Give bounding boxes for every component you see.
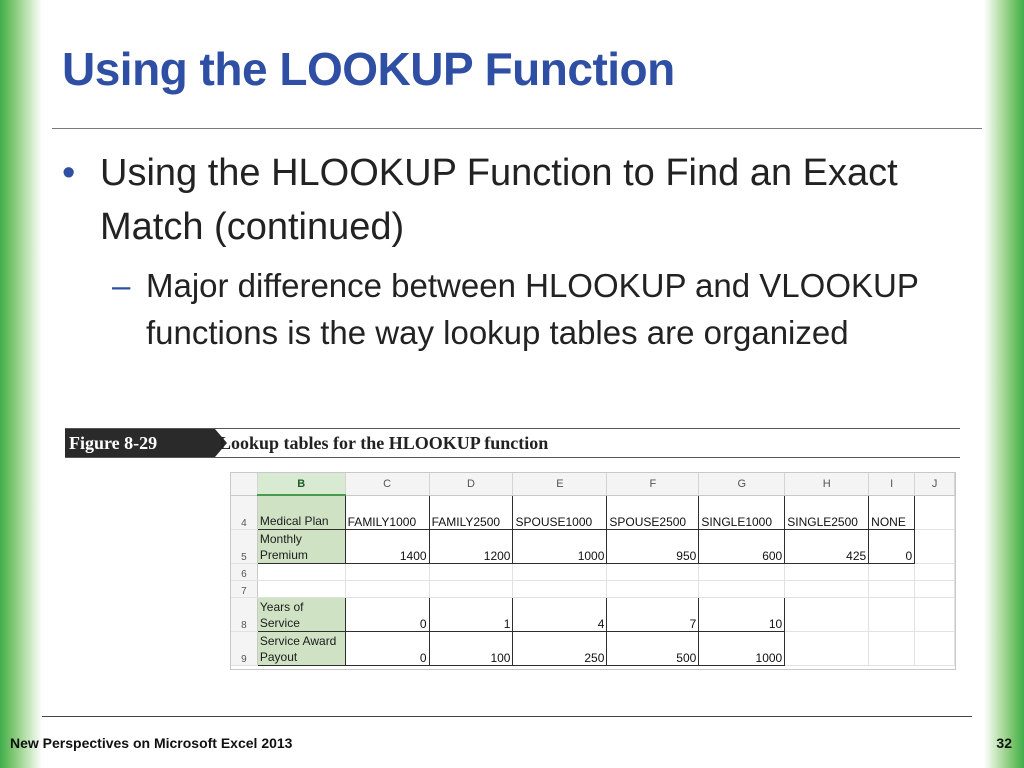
column-header: J [915, 473, 955, 495]
spreadsheet-image [230, 472, 956, 670]
figure-rule-bottom [65, 457, 960, 458]
column-header: I [869, 473, 915, 495]
row-number: 6 [231, 563, 257, 580]
table-row [231, 529, 955, 563]
empty-cell [869, 631, 915, 665]
table-row [231, 597, 955, 631]
footer-divider [42, 716, 972, 717]
data-cell: FAMILY1000 [345, 495, 429, 529]
data-cell: SINGLE1000 [699, 495, 785, 529]
row-label-cell: Service Award Payout [257, 631, 345, 665]
empty-cell [257, 563, 345, 580]
empty-cell [429, 563, 513, 580]
data-cell: 1400 [345, 529, 429, 563]
data-cell: 7 [607, 597, 699, 631]
data-cell: 425 [785, 529, 869, 563]
bullet-main-text: Using the HLOOKUP Function to Find an Exact Match (continued) [100, 152, 898, 248]
empty-cell [785, 631, 869, 665]
data-cell: 950 [607, 529, 699, 563]
row-number: 4 [231, 495, 257, 529]
empty-cell [345, 580, 429, 597]
bullet-sub-text: Major difference between HLOOKUP and VLOOKUP functions is the way lookup tables are organized [146, 267, 919, 351]
data-cell: FAMILY2500 [429, 495, 513, 529]
column-header: F [607, 473, 699, 495]
empty-cell [607, 563, 699, 580]
table-row [231, 563, 955, 580]
data-cell: SINGLE2500 [785, 495, 869, 529]
figure-number: Figure 8-29 [65, 429, 215, 457]
empty-cell [699, 563, 785, 580]
data-cell: 250 [513, 631, 607, 665]
data-cell: SPOUSE2500 [607, 495, 699, 529]
column-header-row [231, 473, 955, 495]
data-cell: 1000 [513, 529, 607, 563]
data-cell: 100 [429, 631, 513, 665]
empty-cell [607, 580, 699, 597]
page-number: 32 [996, 735, 1012, 751]
figure-caption-bar [65, 428, 960, 458]
data-cell: SPOUSE1000 [513, 495, 607, 529]
empty-cell [869, 580, 915, 597]
empty-cell [785, 597, 869, 631]
empty-cell [785, 580, 869, 597]
empty-cell [915, 563, 955, 580]
table-row [231, 580, 955, 597]
corner-cell [231, 473, 257, 495]
data-cell: 0 [345, 597, 429, 631]
sub-bullet-dash-icon: – [112, 267, 131, 304]
footer-text: New Perspectives on Microsoft Excel 2013 [10, 735, 293, 751]
slide-title: Using the LOOKUP Function [62, 43, 675, 95]
figure-caption: Lookup tables for the HLOOKUP function [219, 433, 549, 453]
data-cell: 1 [429, 597, 513, 631]
bullet-dot-icon: • [62, 152, 76, 194]
empty-cell [915, 495, 955, 529]
title-divider [52, 128, 982, 129]
right-green-edge [984, 0, 1024, 768]
data-cell: NONE [869, 495, 915, 529]
empty-cell [869, 597, 915, 631]
data-cell: 1200 [429, 529, 513, 563]
empty-cell [915, 580, 955, 597]
data-cell: 0 [345, 631, 429, 665]
data-cell: 1000 [699, 631, 785, 665]
column-header: B [257, 473, 345, 495]
row-label-cell: Years of Service [257, 597, 345, 631]
column-header: H [785, 473, 869, 495]
table-row [231, 631, 955, 665]
row-label-cell: Monthly Premium [257, 529, 345, 563]
column-header: E [513, 473, 607, 495]
empty-cell [915, 529, 955, 563]
column-header: C [345, 473, 429, 495]
empty-cell [513, 580, 607, 597]
empty-cell [785, 563, 869, 580]
empty-cell [915, 597, 955, 631]
table-row [231, 495, 955, 529]
empty-cell [699, 580, 785, 597]
row-number: 5 [231, 529, 257, 563]
data-cell: 0 [869, 529, 915, 563]
row-label-cell: Medical Plan [257, 495, 345, 529]
empty-cell [345, 563, 429, 580]
data-cell: 500 [607, 631, 699, 665]
empty-cell [257, 580, 345, 597]
column-header: D [429, 473, 513, 495]
row-number: 7 [231, 580, 257, 597]
empty-cell [869, 563, 915, 580]
lookup-table-grid [231, 473, 955, 666]
empty-cell [513, 563, 607, 580]
column-header: G [699, 473, 785, 495]
data-cell: 10 [699, 597, 785, 631]
row-number: 8 [231, 597, 257, 631]
row-number: 9 [231, 631, 257, 665]
data-cell: 4 [513, 597, 607, 631]
left-green-edge [0, 0, 42, 768]
data-cell: 600 [699, 529, 785, 563]
empty-cell [429, 580, 513, 597]
empty-cell [915, 631, 955, 665]
